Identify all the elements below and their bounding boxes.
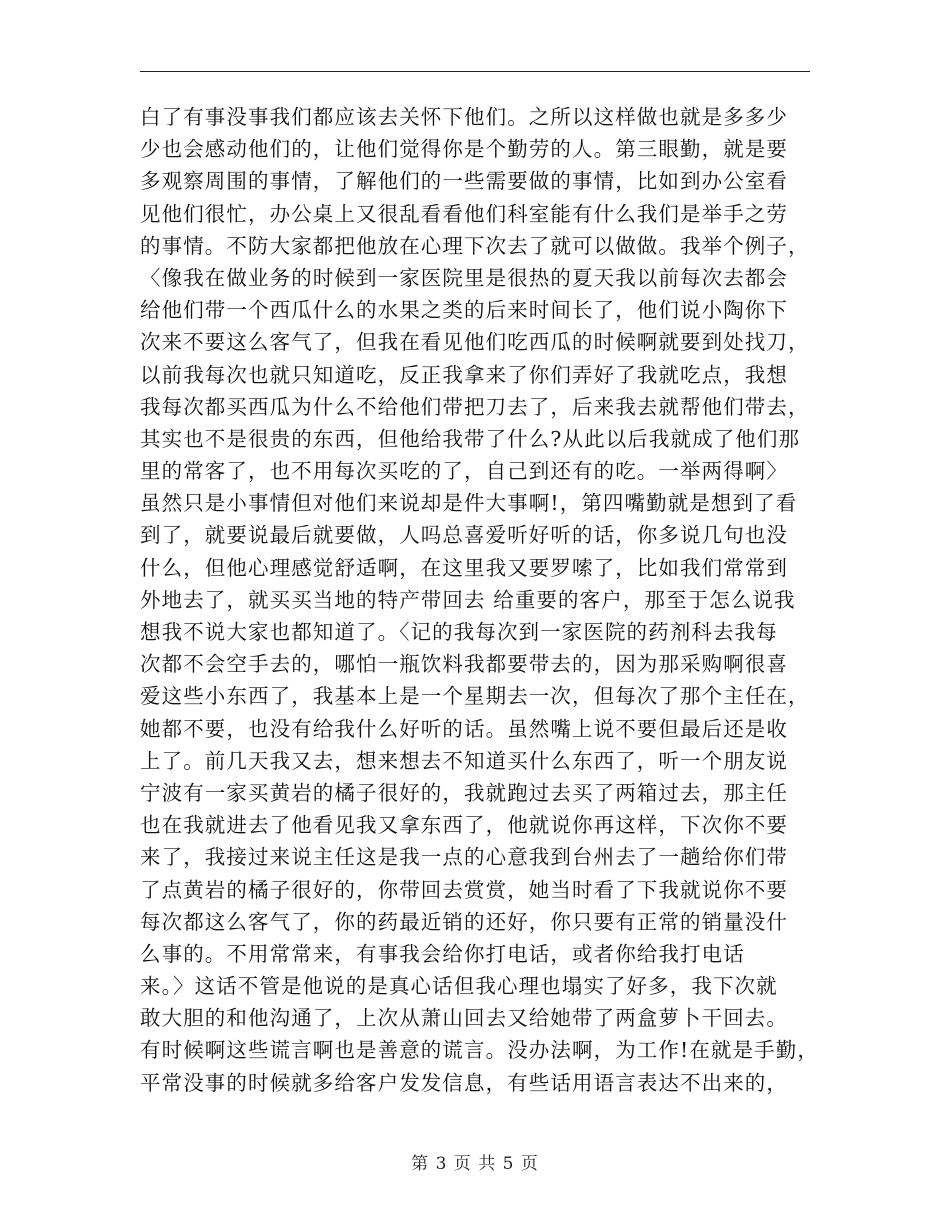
text-line: 宁波有一家买黄岩的橘子很好的，我就跑过去买了两箱过去，那主任 — [140, 780, 788, 805]
text-line: 里的常客了，也不用每次买吃的了，自己到还有的吃。一举两得啊〉 — [140, 459, 788, 484]
text-line: 以前我每次也就只知道吃，反正我拿来了你们弄好了我就吃点，我想 — [140, 362, 788, 387]
text-line: 次来不要这么客气了，但我在看见他们吃西瓜的时候啊就要到处找刀， — [140, 330, 810, 355]
page-number-footer: 第 3 页 共 5 页 — [411, 1154, 539, 1174]
text-line: 多观察周围的事情，了解他们的一些需要做的事情，比如到办公室看 — [140, 169, 788, 194]
text-line: 爱这些小东西了，我基本上是一个星期去一次，但每次了那个主任在， — [140, 684, 810, 709]
text-line: 给他们带一个西瓜什么的水果之类的后来时间长了，他们说小陶你下 — [140, 298, 788, 323]
text-line: 也在我就进去了他看见我又拿东西了，他就说你再这样，下次你不要 — [140, 813, 788, 838]
text-line: 其实也不是很贵的东西，但他给我带了什么?从此以后我就成了他们那 — [140, 426, 801, 451]
text-line: 少也会感动他们的，让他们觉得你是个勤劳的人。第三眼勤，就是要 — [140, 137, 788, 162]
text-line: 白了有事没事我们都应该去关怀下他们。之所以这样做也就是多多少 — [140, 105, 788, 129]
text-line: 见他们很忙，办公桌上又很乱看看他们科室能有什么我们是举手之劳 — [140, 201, 788, 226]
text-line: 我每次都买西瓜为什么不给他们带把刀去了，后来我去就帮他们带去， — [140, 394, 810, 419]
text-line: 想我不说大家也都知道了。〈记的我每次到一家医院的药剂科去我每 — [140, 620, 778, 644]
text-line: 来。〉这话不管是他说的是真心话但我心理也塌实了好多，我下次就 — [140, 974, 778, 999]
text-line: 平常没事的时候就多给客户发发信息，有些话用语言表达不出来的， — [140, 1070, 788, 1095]
text-line: 上了。前几天我又去，想来想去不知道买什么东西了，听一个朋友说 — [140, 748, 788, 773]
text-line: 来了，我接过来说主任这是我一点的心意我到台州去了一趟给你们带 — [140, 845, 788, 870]
text-line: 她都不要，也没有给我什么好听的话。虽然嘴上说不要但最后还是收 — [140, 716, 788, 741]
body-text — [140, 101, 820, 1099]
text-line: 么事的。不用常常来，有事我会给你打电话，或者你给我打电话 — [140, 941, 745, 966]
text-line: 的事情。不防大家都把他放在心理下次去了就可以做做。我举个例子， — [140, 233, 810, 258]
text-line: 外地去了，就买买当地的特产带回去 给重要的客户，那至于怎么说我 — [140, 587, 796, 612]
text-line: 虽然只是小事情但对他们来说却是件大事啊!，第四嘴勤就是想到了看 — [140, 491, 798, 516]
text-line: 到了，就要说最后就要做，人吗总喜爱听好听的话，你多说几句也没 — [140, 523, 788, 548]
text-line: 每次都这么客气了，你的药最近销的还好，你只要有正常的销量没什 — [140, 909, 788, 934]
text-line: 敢大胆的和他沟通了，上次从萧山回去又给她带了两盒萝卜干回去。 — [140, 1006, 788, 1031]
text-line: 有时候啊这些谎言啊也是善意的谎言。没办法啊，为工作!在就是手勤， — [140, 1038, 819, 1063]
header-rule — [140, 71, 810, 72]
text-line: 什么，但他心理感觉舒适啊，在这里我又要罗嗦了，比如我们常常到 — [140, 555, 788, 580]
text-line: 次都不会空手去的，哪怕一瓶饮料我都要带去的，因为那采购啊很喜 — [140, 652, 788, 677]
text-line: 了点黄岩的橘子很好的，你带回去赏赏，她当时看了下我就说你不要 — [140, 877, 788, 902]
text-line: 〈像我在做业务的时候到一家医院里是很热的夏天我以前每次去都会 — [140, 265, 788, 290]
